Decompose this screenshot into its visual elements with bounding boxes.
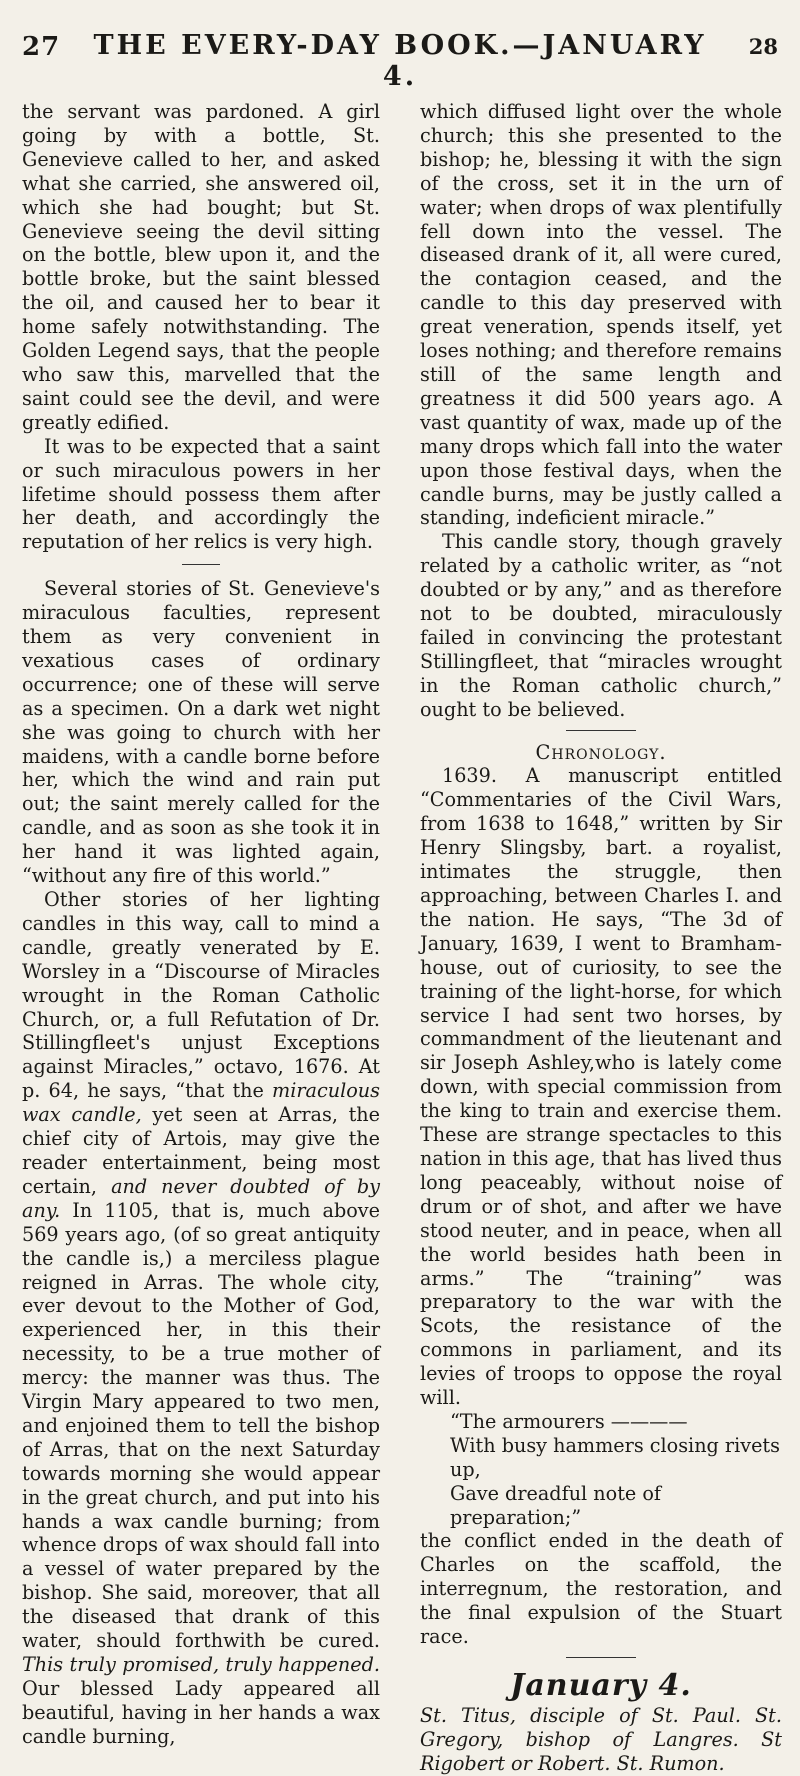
right-paragraph-1: which diffused light over the whole church; this she presented to the bishop; he, blessing it with the sign of the cross, set it in the urn of water; when drops of wax plentifully fell down into the vessel. The diseased drank of it, all were cured, the contagion ceased, and the candle to this day preserved with great veneration, spends itself, yet loses nothing; and therefore remains still of the same length and greatness it did 500 years ago. A vast quantity of wax, made up of the many drops which fall into the water upon those festival days, when the candle burns, may be justly called a standing, indeficient miracle.” (420, 100, 782, 530)
text-run: Other stories of her lighting candles in this way, call to mind a candle, greatly venerated by E. Worsley in a “Discourse of Miracles wrought in the Roman Catholic Church, or, a full Refutation of Dr. Stillingfleet's unjust Exceptions against Miracles,” octavo, 1676. At p. 64, he says, “that the (22, 888, 380, 1103)
right-column (420, 100, 782, 1776)
section-divider (182, 564, 220, 565)
left-paragraph-1: the servant was pardoned. A girl going by with a bottle, St. Genevieve called to her, and asked what she carried, she answered oil, which she had bought; but St. Genevieve seeing the devil sitting on the bottle, blew upon it, and the bottle broke, but the saint blessed the oil, and caused her to bear it home safely notwithstanding. The Golden Legend says, that the people who saw this, marvelled that the saint could see the devil, and were greatly edified. (22, 100, 380, 434)
left-column (22, 100, 380, 1749)
right-paragraph-4: the conflict ended in the death of Charles on the scaffold, the interregnum, the restoration, and the final expulsion of the Stuart race. (420, 1529, 782, 1649)
text-run: In 1105, that is, much above 569 years ago, (of so great antiquity the candle is,) a merciless plague reigned in Arras. The whole city, ever devout to the Mother of God, experienced her, in this their necessity, to be a true mother of mercy: the manner was thus. The Virgin Mary appeared to two men, and enjoined them to tell the bishop of Arras, that on the next Saturday towards morning she would appear in the great church, and put into his hands a wax candle burning; from whence drops of wax should fall into a vessel of water prepared by the bishop. She said, moreover, that all the diseased that drank of this water, should forthwith be cured. (22, 1198, 380, 1653)
chronology-paragraph: 1639. A manuscript entitled “Commentaries of the Civil Wars, from 1638 to 1648,” written by Sir Henry Slingsby, bart. a royalist, intimates the struggle, then approaching, between Charles I. and the nation. He says, “The 3d of January, 1639, I went to Bramham-house, out of curiosity, to see the training of the light-horse, for which service I had sent two horses, by commandment of the lieutenant and sir Joseph Ashley,who is lately come down, with special commission from the king to train and exercise them. These are strange spectacles to this nation in this age, that has lived thus long peaceably, without noise of drum or of shot, and after we have stood neuter, and in peace, when all the world besides hath been in arms.” The “training” was preparatory to the war with the Scots, the resistance of the commons in parliament, and its levies of troops to oppose the royal will. (420, 764, 782, 1410)
left-paragraph-3: Several stories of St. Genevieve's miraculous faculties, represent them as very convenient in vexatious cases of ordinary occurrence; one of these will serve as a specimen. On a dark wet night she was going to church with her maidens, with a candle borne before her, which the wind and rain put out; the saint merely called for the candle, and as soon as she took it in her hand it was lighted again, “without any fire of this world.” (22, 577, 380, 888)
italic-run: miraculous wax candle, (22, 1079, 380, 1127)
page-number-left: 27 (22, 32, 61, 62)
date-heading: January 4. (510, 1668, 692, 1703)
running-header (22, 28, 778, 92)
verse-line: Gave dreadful note of preparation;” (450, 1481, 662, 1529)
right-paragraph-2: This candle story, though gravely related by a catholic writer, as “not doubted or by any,” and as therefore not to be doubted, miraculously failed in convincing the protestant Stillingfleet, that “miracles wrought in the Roman catholic church,” ought to be believed. (420, 530, 782, 721)
text-run: Our blessed Lady appeared all beautiful, having in her hands a wax candle burning, (22, 1676, 380, 1748)
text-run: yet seen at Arras, the chief city of Artois, may give the reader entertainment, being most certain, (22, 1103, 381, 1198)
chronology-heading: Chronology. (535, 740, 667, 764)
left-paragraph-4 (22, 888, 380, 1749)
page-number-right: 28 (748, 34, 778, 59)
verse-line: With busy hammers closing rivets up, (450, 1433, 780, 1481)
section-divider (566, 1657, 636, 1658)
italic-run: and never doubted of by any. (22, 1174, 380, 1222)
verse-line: “The armourers ———— (450, 1409, 688, 1433)
running-title: THE EVERY-DAY BOOK.—JANUARY 4. (93, 30, 707, 92)
italic-run: This truly promised, truly happened. (22, 1653, 380, 1676)
verse-quote (450, 1410, 782, 1530)
section-divider (566, 730, 636, 731)
left-paragraph-2: It was to be expected that a saint or such miraculous powers in her lifetime should possess them after her death, and accordingly the reputation of her relics is very high. (22, 434, 380, 554)
saints-list: St. Titus, disciple of St. Paul. St. Gregory, bishop of Langres. St Rigobert or Robert. St. Rumon. (420, 1704, 782, 1775)
